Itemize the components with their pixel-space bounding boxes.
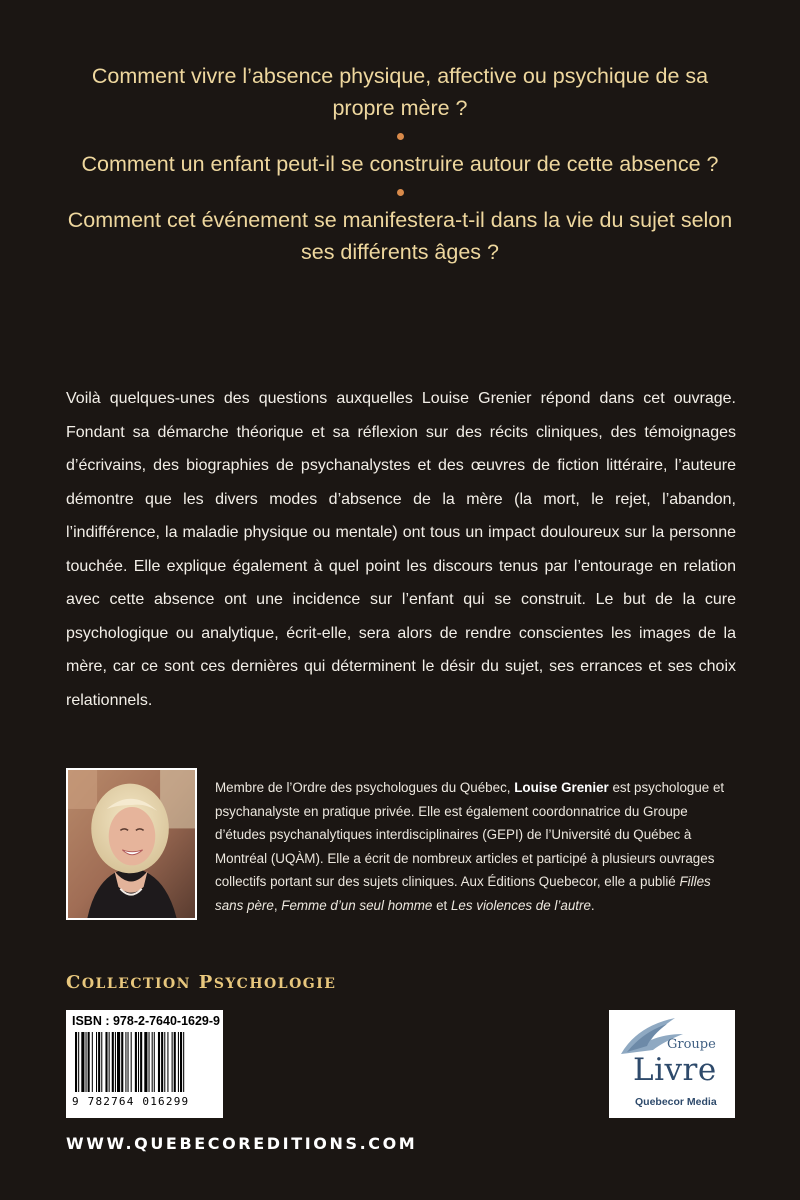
barcode-bar	[174, 1032, 176, 1092]
barcode-bar	[105, 1032, 107, 1092]
collection-initial: C	[66, 972, 82, 993]
barcode-bar	[158, 1032, 160, 1092]
barcode-bar	[154, 1032, 155, 1092]
barcode-bar	[96, 1032, 97, 1092]
barcode-bar	[128, 1032, 129, 1092]
book-description: Voilà quelques-unes des questions auxquelles Louise Grenier répond dans cet ouvrage. Fondant sa démarche théorique et sa réflexion sur des récits cliniques, des témoignages d’écrivains, des biographies de psychanalystes et des œuvres de fiction littéraire, l’auteure démontre que les divers modes d’absence de la mère (la mort, le rejet, l’abandon, l’indifférence, la maladie physique ou mentale) ont tous un impact douloureux sur la personne touchée. Elle explique également à quel point les discours tenus par l’entourage en relation avec cette absence ont une incidence sur l’enfant qui se construit. Le but de la cure psychologique ou analytique, écrit-elle, sera alors de rendre conscientes les images de la mère, car ce sont ces dernières qui déterminent le désir du sujet, ses errances et ses choix relationnels.	[66, 390, 736, 709]
bio-separator: et	[432, 897, 451, 913]
barcode-bar	[172, 1032, 173, 1092]
barcode-bar	[164, 1032, 165, 1092]
barcode-bar	[101, 1032, 102, 1092]
barcode-bar	[180, 1032, 182, 1092]
bio-main-text: est psychologue et psychanalyste en pratique privée. Elle est également coordonnatrice du Groupe d’études psychanalytiques interdisciplinaires (GEPI) de l’Université du Québec à Montréal (UQÀM). Elle a écrit de nombreux articles et participé à plusieurs ouvrages collectifs portant sur des sujets cliniques. Aux Éditions Quebecor, elle a publié	[215, 780, 725, 890]
barcode-bar	[140, 1032, 142, 1092]
question-3: Comment cet événement se manifestera-t-il dans la vie du sujet selon ses différents âges ?	[67, 208, 733, 264]
bullet-dot	[397, 133, 404, 140]
question-1: Comment vivre l’absence physique, affective ou psychique de sa propre mère ?	[91, 64, 709, 120]
barcode-bar	[135, 1032, 137, 1092]
book-title: Les violences de l’autre	[450, 897, 591, 913]
book-title: Filles sans père	[215, 874, 711, 913]
author-photo	[66, 768, 197, 920]
barcode-bar	[167, 1032, 168, 1092]
barcode-bar	[183, 1032, 184, 1092]
barcode-bar	[81, 1032, 84, 1092]
bio-separator: ,	[273, 897, 282, 913]
logo-livre-text: Livre	[633, 1052, 717, 1088]
collection-initial: P	[198, 972, 214, 993]
barcode-bar	[112, 1032, 114, 1092]
barcode-bar	[144, 1032, 147, 1092]
isbn-label: ISBN : 978-2-7640-1629-9	[72, 1014, 220, 1028]
book-title: Femme d’un seul homme	[281, 897, 433, 913]
collection-name	[66, 972, 336, 993]
collection-word: SYCHOLOGIE	[213, 976, 337, 992]
author-name: Louise Grenier	[514, 780, 609, 795]
barcode-bar	[125, 1032, 126, 1092]
barcode-bar	[78, 1032, 79, 1092]
barcode-bar	[109, 1032, 110, 1092]
barcode-bar	[88, 1032, 90, 1092]
barcode-bar	[117, 1032, 120, 1092]
barcode-bar	[75, 1032, 77, 1092]
author-portrait-image	[68, 770, 195, 918]
barcode-bar	[86, 1032, 87, 1092]
website-url[interactable]: WWW.QUEBECOREDITIONS.COM	[66, 1134, 418, 1153]
barcode-bar	[131, 1032, 132, 1092]
logo-groupe-text: Groupe	[667, 1037, 716, 1052]
barcode-bar	[178, 1032, 179, 1092]
barcode-bar	[115, 1032, 116, 1092]
barcode-digits: 9 782764 016299	[72, 1095, 190, 1108]
barcode-bar	[92, 1032, 93, 1092]
barcode-bar	[98, 1032, 100, 1092]
bio-intro-text: Membre de l’Ordre des psychologues du Québec,	[215, 780, 515, 795]
barcode-bar	[138, 1032, 139, 1092]
barcode-bar	[161, 1032, 163, 1092]
barcode-bar	[152, 1032, 153, 1092]
bullet-dot	[397, 189, 404, 196]
barcode-bar	[121, 1032, 123, 1092]
barcode-bars	[72, 1032, 217, 1094]
collection-word: OLLECTION	[81, 976, 191, 992]
isbn-barcode	[66, 1010, 223, 1118]
collection-space	[191, 972, 199, 993]
back-cover-questions	[60, 60, 740, 268]
logo-media-text: Quebecor Media	[635, 1096, 717, 1108]
question-2: Comment un enfant peut-il se construire autour de cette absence ?	[81, 152, 719, 176]
publisher-logo	[609, 1010, 735, 1118]
author-bio	[215, 776, 740, 918]
barcode-bar	[149, 1032, 150, 1092]
bio-end: .	[590, 897, 595, 913]
